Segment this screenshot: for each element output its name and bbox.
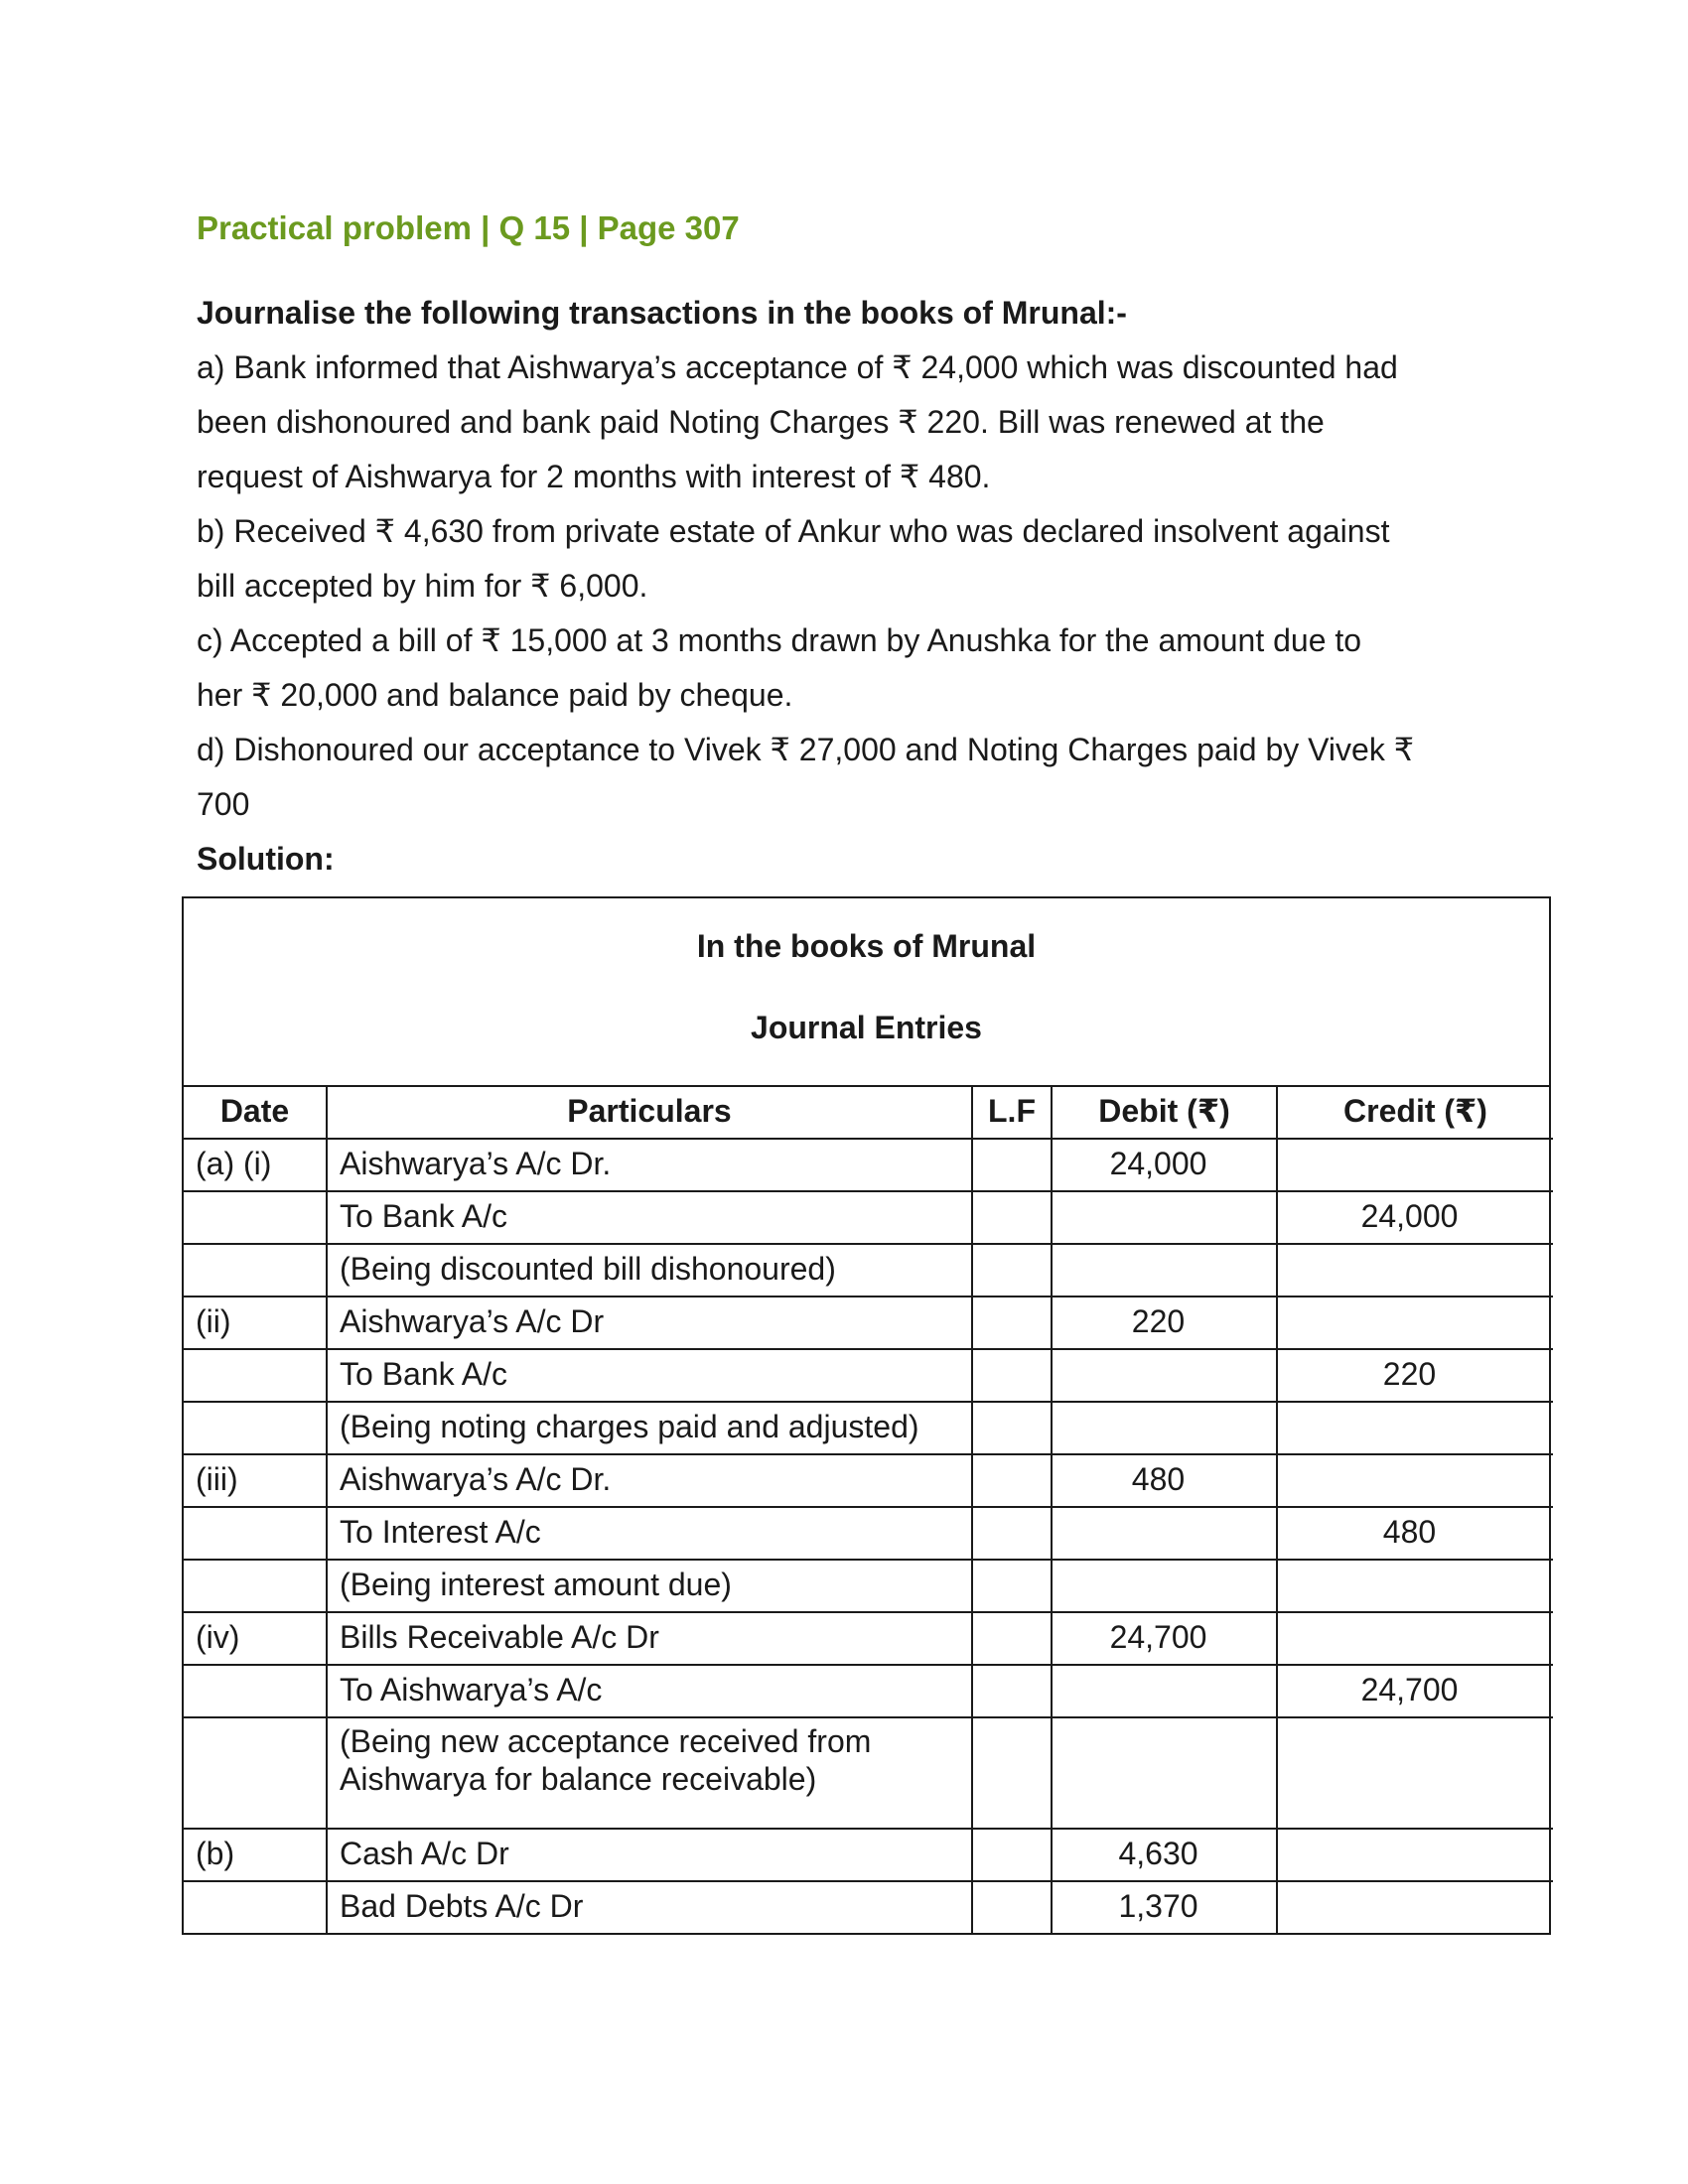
column-header-credit: Credit (₹) (1277, 1087, 1553, 1139)
date-cell: (iv) (184, 1612, 327, 1665)
journal-title: Journal Entries (751, 1010, 982, 1045)
credit-cell (1277, 1139, 1553, 1191)
debit-cell (1052, 1717, 1277, 1829)
lf-cell (972, 1191, 1052, 1244)
table-row (184, 1612, 1553, 1665)
particulars-cell: Aishwarya’s A/c Dr (327, 1297, 972, 1349)
date-cell (184, 1717, 327, 1829)
lf-cell (972, 1612, 1052, 1665)
debit-cell (1052, 1244, 1277, 1297)
particulars-cell: To Bank A/c (327, 1349, 972, 1402)
lf-cell (972, 1881, 1052, 1933)
credit-cell (1277, 1881, 1553, 1933)
date-cell (184, 1402, 327, 1454)
date-cell (184, 1244, 327, 1297)
table-row (184, 1454, 1553, 1507)
debit-cell (1052, 1402, 1277, 1454)
debit-cell: 1,370 (1052, 1881, 1277, 1933)
debit-cell: 220 (1052, 1297, 1277, 1349)
journal-table-body (184, 1139, 1553, 1933)
table-row (184, 1829, 1553, 1881)
question-line: her ₹ 20,000 and balance paid by cheque. (197, 677, 793, 713)
debit-cell (1052, 1665, 1277, 1717)
particulars-cell: Bad Debts A/c Dr (327, 1881, 972, 1933)
journal-book-title: In the books of Mrunal (696, 928, 1037, 964)
date-cell: (iii) (184, 1454, 327, 1507)
lf-cell (972, 1139, 1052, 1191)
table-row (184, 1665, 1553, 1717)
debit-cell (1052, 1560, 1277, 1612)
date-cell (184, 1507, 327, 1560)
debit-cell (1052, 1191, 1277, 1244)
journal-entries-table (184, 1087, 1553, 1933)
column-header-debit: Debit (₹) (1052, 1087, 1277, 1139)
credit-cell (1277, 1829, 1553, 1881)
date-cell (184, 1191, 327, 1244)
particulars-cell: To Aishwarya’s A/c (327, 1665, 972, 1717)
particulars-cell: Aishwarya’s A/c Dr. (327, 1454, 972, 1507)
debit-cell: 480 (1052, 1454, 1277, 1507)
credit-cell: 220 (1277, 1349, 1553, 1402)
date-cell (184, 1881, 327, 1933)
lf-cell (972, 1454, 1052, 1507)
particulars-cell: (Being interest amount due) (327, 1560, 972, 1612)
lf-cell (972, 1349, 1052, 1402)
lf-cell (972, 1402, 1052, 1454)
table-row (184, 1191, 1553, 1244)
question-line: b) Received ₹ 4,630 from private estate of Ankur who was declared insolvent against (197, 513, 1390, 549)
credit-cell: 24,000 (1277, 1191, 1553, 1244)
question-line: been dishonoured and bank paid Noting Charges ₹ 220. Bill was renewed at the (197, 404, 1325, 440)
table-row (184, 1244, 1553, 1297)
date-cell: (a) (i) (184, 1139, 327, 1191)
particulars-cell: (Being new acceptance received from Aishwarya for balance receivable) (327, 1717, 972, 1829)
table-row (184, 1717, 1553, 1829)
particulars-cell: Bills Receivable A/c Dr (327, 1612, 972, 1665)
table-row (184, 1402, 1553, 1454)
lf-cell (972, 1665, 1052, 1717)
question-line: 700 (197, 786, 250, 822)
debit-cell: 24,000 (1052, 1139, 1277, 1191)
question-line: c) Accepted a bill of ₹ 15,000 at 3 months drawn by Anushka for the amount due to (197, 622, 1362, 658)
credit-cell (1277, 1454, 1553, 1507)
credit-cell (1277, 1612, 1553, 1665)
credit-cell: 24,700 (1277, 1665, 1553, 1717)
question-line: a) Bank informed that Aishwarya’s acceptance of ₹ 24,000 which was discounted had (197, 349, 1398, 385)
date-cell: (b) (184, 1829, 327, 1881)
table-row (184, 1507, 1553, 1560)
table-row (184, 1139, 1553, 1191)
lf-cell (972, 1244, 1052, 1297)
date-cell: (ii) (184, 1297, 327, 1349)
particulars-cell: Cash A/c Dr (327, 1829, 972, 1881)
debit-cell (1052, 1349, 1277, 1402)
question-instruction: Journalise the following transactions in the books of Mrunal:- (197, 295, 1127, 331)
solution-label: Solution: (197, 841, 335, 877)
table-row (184, 1349, 1553, 1402)
table-row (184, 1560, 1553, 1612)
particulars-cell: (Being discounted bill dishonoured) (327, 1244, 972, 1297)
debit-cell (1052, 1507, 1277, 1560)
table-row (184, 1297, 1553, 1349)
credit-cell (1277, 1297, 1553, 1349)
question-text (197, 286, 1477, 887)
particulars-cell: Aishwarya’s A/c Dr. (327, 1139, 972, 1191)
lf-cell (972, 1560, 1052, 1612)
debit-cell: 4,630 (1052, 1829, 1277, 1881)
lf-cell (972, 1297, 1052, 1349)
question-line: bill accepted by him for ₹ 6,000. (197, 568, 648, 604)
column-header-lf: L.F (972, 1087, 1052, 1139)
date-cell (184, 1349, 327, 1402)
credit-cell (1277, 1402, 1553, 1454)
table-header-row (184, 1087, 1553, 1139)
journal-table-box (182, 896, 1551, 1935)
question-line: request of Aishwarya for 2 months with interest of ₹ 480. (197, 459, 991, 494)
credit-cell (1277, 1717, 1553, 1829)
lf-cell (972, 1717, 1052, 1829)
column-header-date: Date (184, 1087, 327, 1139)
problem-heading: Practical problem | Q 15 | Page 307 (197, 209, 740, 246)
question-line: d) Dishonoured our acceptance to Vivek ₹ 27,000 and Noting Charges paid by Vivek ₹ (197, 732, 1415, 767)
date-cell (184, 1665, 327, 1717)
table-row (184, 1881, 1553, 1933)
particulars-cell: To Interest A/c (327, 1507, 972, 1560)
date-cell (184, 1560, 327, 1612)
credit-cell: 480 (1277, 1507, 1553, 1560)
particulars-cell: (Being noting charges paid and adjusted) (327, 1402, 972, 1454)
particulars-cell: To Bank A/c (327, 1191, 972, 1244)
debit-cell: 24,700 (1052, 1612, 1277, 1665)
lf-cell (972, 1829, 1052, 1881)
lf-cell (972, 1507, 1052, 1560)
column-header-particulars: Particulars (327, 1087, 972, 1139)
credit-cell (1277, 1244, 1553, 1297)
credit-cell (1277, 1560, 1553, 1612)
journal-header (184, 898, 1549, 1087)
